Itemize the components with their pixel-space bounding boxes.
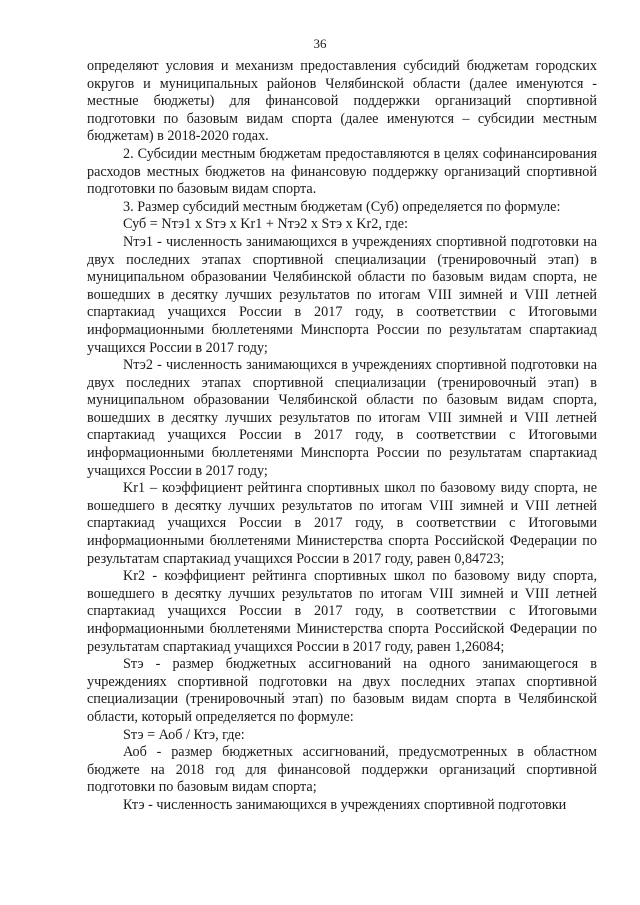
paragraph: 3. Размер субсидий местным бюджетам (Суб) определяется по формуле: (123, 198, 561, 215)
paragraph: Ктэ - численность занимающихся в учреждениях спортивной подготовки (123, 796, 567, 813)
paragraph: Nтэ2 - численность занимающихся в учреждениях спортивной подготовки на двух последних этапах спортивной специализации (тренировочный этап) в муниципальном образовании Челябинской области по базовым видам спорта, вошедших в десятку лучших результатов по итогам VIII зимней и VIII летней спартакиад учащихся России в 2017 году, в соответствии с Итоговыми информационными бюллетенями Минспорта России по результатам спартакиад учащихся России в 2017 году; (87, 357, 597, 479)
paragraph: Nтэ1 - численность занимающихся в учреждениях спортивной подготовки на двух последних этапах спортивной специализации (тренировочный этап) в муниципальном образовании Челябинской области по базовым видам спорта, не вошедших в десятку лучших результатов по итогам VIII зимней и VIII летней спартакиад учащихся России в 2017 году, в соответствии с Итоговыми информационными бюллетенями Минспорта России по результатам спартакиад учащихся России в 2017 году; (87, 233, 597, 356)
document-body (87, 58, 597, 815)
paragraph: Kr2 - коэффициент рейтинга спортивных школ по базовому виду спорта, вошедшего в десятку лучших результатов по итогам VIII зимней и VIII летней спартакиад учащихся России в 2017 году, в соответствии с Итоговыми информационными бюллетенями Министерства спорта Российской Федерации по результатам спартакиад учащихся России в 2017 году, равен 1,26084; (87, 568, 597, 655)
paragraph: Sтэ - размер бюджетных ассигнований на одного занимающегося в учреждениях спортивной подготовки на двух последних этапах спортивной специализации (тренировочный этап) по базовым видам спорта в Челябинской области, который определяется по формуле: (87, 656, 597, 725)
paragraph: Kr1 – коэффициент рейтинга спортивных школ по базовому виду спорта, не вошедшего в десятку лучших результатов по итогам VIII зимней и VIII летней спартакиад учащихся России в 2017 году, в соответствии с Итоговыми информационными бюллетенями Министерства спорта Российской Федерации по результатам спартакиад учащихся России в 2017 году, равен 0,84723; (87, 480, 597, 567)
paragraph: 2. Субсидии местным бюджетам предоставляются в целях софинансирования расходов местных бюджетов на финансовую поддержку организаций спортивной подготовки по базовым видам спорта. (87, 145, 597, 198)
paragraph: Sтэ = Аоб / Ктэ, где: (123, 726, 245, 743)
paragraph: Суб = Nтэ1 x Sтэ x Kr1 + Nтэ2 x Sтэ x Kr2, где: (123, 216, 408, 233)
page-number: 36 (313, 36, 327, 51)
paragraph: Аоб - размер бюджетных ассигнований, предусмотренных в областном бюджете на 2018 год для финансовой поддержки организаций спортивной подготовки по базовым видам спорта; (87, 744, 597, 796)
paragraph: определяют условия и механизм предоставления субсидий бюджетам городских округов и муниципальных районов Челябинской области (далее именуются - местные бюджеты) для финансовой поддержки организаций спортивной подготовки по базовым видам спорта (далее именуются – субсидии местным бюджетам) в 2018-2020 годах. (87, 58, 597, 145)
